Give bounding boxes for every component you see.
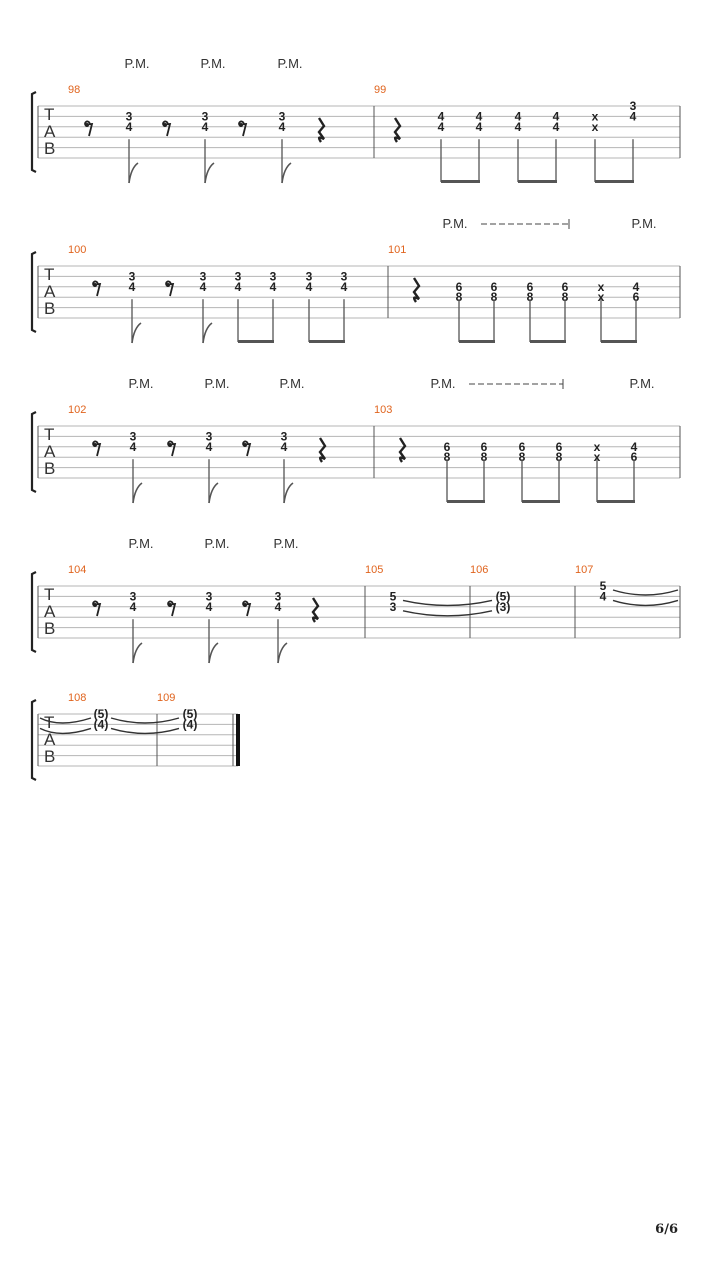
- page-number: 6/6: [655, 1222, 678, 1237]
- note-beam: [530, 340, 566, 343]
- fret-number: 4: [199, 279, 207, 294]
- note-flag: [133, 643, 142, 663]
- dead-note: x: [597, 279, 605, 294]
- tie-arc: [613, 600, 678, 605]
- note-flag: [209, 483, 218, 503]
- note-flag: [129, 163, 138, 183]
- eighth-rest-dot: [243, 443, 247, 447]
- fret-number: 4: [552, 119, 560, 134]
- measure-number: 100: [68, 244, 87, 256]
- palm-mute-label: P.M.: [128, 536, 154, 551]
- quarter-rest: [320, 438, 325, 462]
- fret-number: 8: [526, 290, 534, 305]
- fret-number: 5: [599, 579, 607, 593]
- note-flag: [133, 483, 142, 503]
- fret-number: 8: [480, 450, 488, 465]
- fret-number: 6: [630, 450, 638, 465]
- quarter-rest: [313, 598, 318, 622]
- fret-number: 4: [278, 119, 286, 134]
- note-beam: [309, 340, 345, 343]
- fret-number: 4: [599, 589, 607, 604]
- fret-number: (5): [93, 707, 109, 721]
- fret-number: 4: [514, 119, 522, 134]
- note-flag: [284, 483, 293, 503]
- tab-clef-letter: B: [44, 747, 56, 766]
- fret-number: 8: [455, 290, 463, 305]
- eighth-rest-dot: [243, 603, 247, 607]
- fret-number: 3: [305, 269, 313, 284]
- fret-number: 4: [129, 599, 137, 614]
- fret-number: (4): [182, 717, 198, 732]
- eighth-rest-dot: [93, 603, 97, 607]
- fret-number: 3: [205, 429, 213, 444]
- fret-number: 8: [561, 290, 569, 305]
- note-flag: [132, 323, 141, 343]
- dead-note: x: [593, 439, 601, 454]
- fret-number: 4: [305, 279, 313, 294]
- eighth-rest-dot: [163, 123, 167, 127]
- tie-arc: [613, 590, 678, 595]
- measure-number: 109: [157, 692, 176, 704]
- fret-number: 4: [437, 109, 445, 124]
- palm-mute-label: P.M.: [200, 56, 226, 71]
- system-bracket: [32, 572, 36, 652]
- fret-number: 3: [125, 109, 133, 124]
- eighth-rest-dot: [168, 443, 172, 447]
- fret-number: 3: [128, 269, 136, 284]
- fret-number: 6: [455, 279, 463, 294]
- dead-note: x: [597, 290, 605, 305]
- measure-number: 102: [68, 404, 87, 416]
- fret-number: 4: [234, 279, 242, 294]
- note-beam: [597, 500, 635, 503]
- tie-arc: [403, 611, 492, 616]
- quarter-rest: [319, 118, 324, 142]
- note-beam: [595, 180, 634, 183]
- fret-number: 4: [475, 109, 483, 124]
- tab-clef-letter: B: [44, 139, 56, 158]
- tab-clef-letter: T: [44, 265, 55, 284]
- fret-number: 8: [555, 450, 563, 465]
- note-flag: [203, 323, 212, 343]
- palm-mute-label: P.M.: [442, 216, 468, 231]
- tab-clef-letter: T: [44, 713, 55, 732]
- palm-mute-label: P.M.: [629, 376, 655, 391]
- fret-number: 3: [201, 109, 209, 124]
- system-bracket: [32, 92, 36, 172]
- tab-clef-letter: A: [44, 282, 56, 301]
- fret-number: 4: [340, 279, 348, 294]
- tab-clef-letter: A: [44, 442, 56, 461]
- measure-number: 107: [575, 564, 594, 576]
- palm-mute-label: P.M.: [273, 536, 299, 551]
- fret-number: 4: [629, 109, 637, 124]
- eighth-rest-dot: [168, 603, 172, 607]
- fret-number: 4: [128, 279, 136, 294]
- fret-number: 3: [629, 99, 637, 113]
- fret-number: 3: [234, 269, 242, 284]
- fret-number: 5: [389, 589, 397, 604]
- fret-number: 8: [518, 450, 526, 465]
- fret-number: 3: [199, 269, 207, 284]
- dead-note: x: [591, 119, 599, 134]
- fret-number: 4: [632, 279, 640, 294]
- fret-number: 8: [443, 450, 451, 465]
- fret-number: 3: [340, 269, 348, 284]
- eighth-rest-dot: [239, 123, 243, 127]
- eighth-rest-dot: [93, 443, 97, 447]
- fret-number: 8: [490, 290, 498, 305]
- palm-mute-label: P.M.: [279, 376, 305, 391]
- measure-number: 104: [68, 564, 87, 576]
- system-bracket: [32, 700, 36, 780]
- tie-arc: [111, 728, 179, 733]
- tab-clef-letter: B: [44, 459, 56, 478]
- fret-number: 3: [205, 589, 213, 604]
- fret-number: 4: [205, 599, 213, 614]
- note-flag: [205, 163, 214, 183]
- palm-mute-label: P.M.: [204, 536, 230, 551]
- tie-arc: [403, 600, 492, 605]
- fret-number: 6: [518, 439, 526, 454]
- fret-number: 4: [552, 109, 560, 124]
- fret-number: 4: [475, 119, 483, 134]
- fret-number: 4: [125, 119, 133, 134]
- quarter-rest: [414, 278, 419, 302]
- fret-number: 6: [490, 279, 498, 294]
- fret-number: 4: [205, 439, 213, 454]
- eighth-rest-dot: [166, 283, 170, 287]
- measure-number: 108: [68, 692, 87, 704]
- note-flag: [278, 643, 287, 663]
- palm-mute-label: P.M.: [631, 216, 657, 231]
- tab-clef-letter: A: [44, 730, 56, 749]
- fret-number: 6: [443, 439, 451, 454]
- fret-number: 4: [437, 119, 445, 134]
- measure-number: 98: [68, 84, 81, 96]
- fret-number: 3: [269, 269, 277, 284]
- measure-number: 106: [470, 564, 489, 576]
- eighth-rest-dot: [93, 283, 97, 287]
- fret-number: 4: [269, 279, 277, 294]
- tab-clef-letter: A: [44, 122, 56, 141]
- quarter-rest: [395, 118, 400, 142]
- fret-number: 6: [526, 279, 534, 294]
- tab-clef-letter: B: [44, 619, 56, 638]
- fret-number: 3: [129, 589, 137, 604]
- tab-clef-letter: B: [44, 299, 56, 318]
- note-beam: [601, 340, 637, 343]
- fret-number: 4: [514, 109, 522, 124]
- fret-number: (3): [495, 599, 511, 614]
- final-barline-thick: [236, 714, 240, 766]
- note-beam: [441, 180, 480, 183]
- fret-number: 4: [129, 439, 137, 454]
- eighth-rest-dot: [85, 123, 89, 127]
- tab-clef-letter: A: [44, 602, 56, 621]
- system-bracket: [32, 252, 36, 332]
- dead-note: x: [593, 450, 601, 465]
- note-flag: [282, 163, 291, 183]
- palm-mute-label: P.M.: [204, 376, 230, 391]
- fret-number: 6: [555, 439, 563, 454]
- fret-number: (5): [495, 589, 511, 604]
- measure-number: 101: [388, 244, 407, 256]
- fret-number: 3: [278, 109, 286, 124]
- palm-mute-label: P.M.: [124, 56, 150, 71]
- tab-clef-letter: T: [44, 105, 55, 124]
- fret-number: 4: [274, 599, 282, 614]
- fret-number: 3: [389, 599, 397, 614]
- fret-number: 4: [280, 439, 288, 454]
- note-flag: [209, 643, 218, 663]
- note-beam: [238, 340, 274, 343]
- fret-number: 6: [480, 439, 488, 454]
- fret-number: (4): [93, 717, 109, 732]
- note-beam: [522, 500, 560, 503]
- fret-number: 6: [561, 279, 569, 294]
- measure-number: 105: [365, 564, 384, 576]
- palm-mute-label: P.M.: [128, 376, 154, 391]
- fret-number: 3: [280, 429, 288, 444]
- measure-number: 99: [374, 84, 387, 96]
- fret-number: 6: [632, 290, 640, 305]
- note-beam: [447, 500, 485, 503]
- tab-clef-letter: T: [44, 585, 55, 604]
- fret-number: 4: [201, 119, 209, 134]
- tab-clef-letter: T: [44, 425, 55, 444]
- fret-number: 3: [274, 589, 282, 604]
- dead-note: x: [591, 109, 599, 124]
- tie-arc: [111, 718, 179, 723]
- note-beam: [518, 180, 557, 183]
- system-bracket: [32, 412, 36, 492]
- palm-mute-label: P.M.: [430, 376, 456, 391]
- fret-number: 3: [129, 429, 137, 444]
- quarter-rest: [400, 438, 405, 462]
- palm-mute-label: P.M.: [277, 56, 303, 71]
- note-beam: [459, 340, 495, 343]
- fret-number: 4: [630, 439, 638, 454]
- measure-number: 103: [374, 404, 393, 416]
- fret-number: (5): [182, 707, 198, 721]
